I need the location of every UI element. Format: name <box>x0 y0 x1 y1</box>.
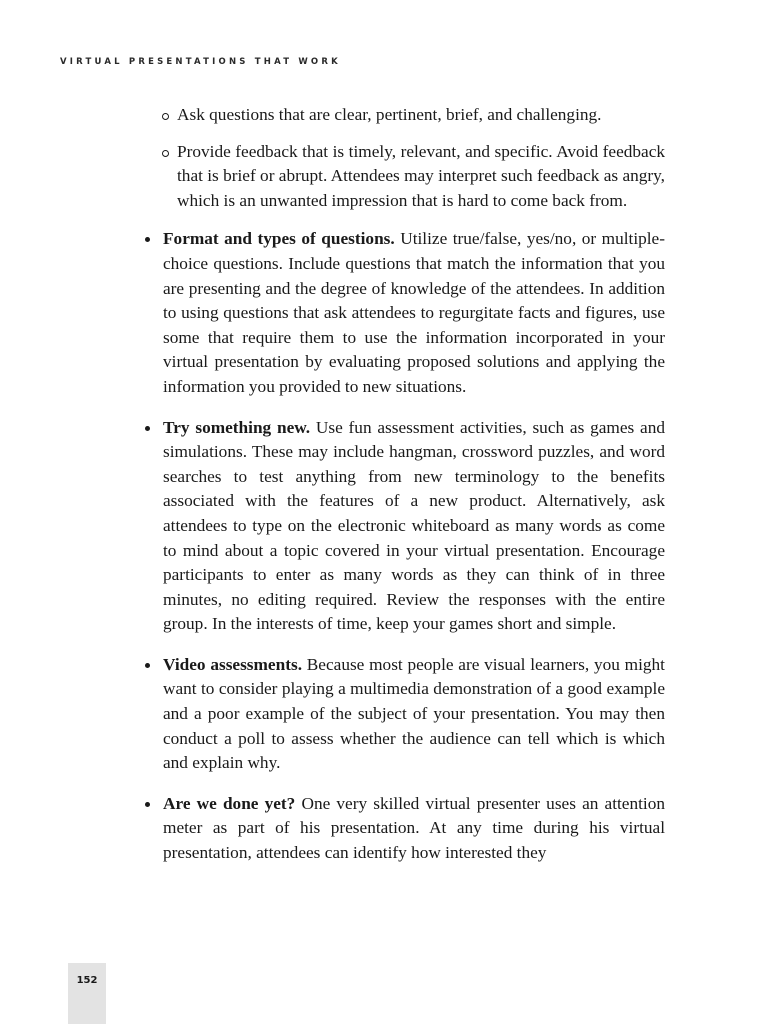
bullet-text: One very skilled virtual presenter uses an attention meter as part of his presentation. At any time during his virtual presentation, attendees can identify how interested they <box>163 793 666 863</box>
hollow-bullet-icon <box>162 150 169 157</box>
bullet-item <box>163 792 665 866</box>
bullet-text: Utilize true/false, yes/no, or multiple-choice questions. Include questions that match the information that you are presenting and the degree of knowledge of the attendees. In addition to using questions that ask attendees to regurgitate facts and figures, use some that require them to use the information incorporated in your virtual presentation by evaluating proposed solutions and applying the information you provided to new situations. <box>163 229 665 396</box>
sub-bullet-item <box>177 103 665 128</box>
bullet-heading: Video assessments. <box>163 654 303 674</box>
sub-bullet-item <box>177 140 665 214</box>
bullet-icon <box>145 426 150 431</box>
bullet-text: Because most people are visual learners, you might want to consider playing a multimedia demonstration of a good example and a poor example of the subject of your presentation. You may then conduct a poll to assess whether the audience can tell which is which and explain why. <box>163 654 665 773</box>
sub-bullet-text: Ask questions that are clear, pertinent, brief, and challenging. <box>177 105 602 124</box>
running-head: VIRTUAL PRESENTATIONS THAT WORK <box>60 57 341 67</box>
bullet-item <box>163 227 665 399</box>
bullet-icon <box>145 237 150 242</box>
page-body <box>140 103 665 882</box>
bullet-item <box>163 653 665 776</box>
bullet-heading: Try something new. <box>163 417 311 437</box>
bullet-text: Use fun assessment activities, such as games and simulations. These may include hangman, crossword puzzles, and word searches to test anything from new terminology to the benefits associated with the features of a new product. Alternatively, ask attendees to type on the electronic whiteboard as many words as come to mind about a topic covered in your virtual presentation. Encourage participants to enter as many words as they can think of in three minutes, no editing required. Review the responses with the entire group. In the interests of time, keep your games short and simple. <box>163 417 665 634</box>
bullet-item <box>163 416 665 637</box>
bullet-icon <box>145 802 150 807</box>
page-number-tab <box>68 963 106 1024</box>
bullet-heading: Are we done yet? <box>163 793 296 813</box>
bullet-heading: Format and types of questions. <box>163 229 395 249</box>
page-number: 152 <box>76 975 98 986</box>
sub-bullet-list <box>140 103 665 213</box>
sub-bullet-text: Provide feedback that is timely, relevant, and specific. Avoid feedback that is brief or abrupt. Attendees may interpret such feedback as angry, which is an unwanted impression that is hard to come back from. <box>177 141 665 210</box>
bullet-list <box>140 227 665 865</box>
hollow-bullet-icon <box>162 113 169 120</box>
bullet-icon <box>145 663 150 668</box>
